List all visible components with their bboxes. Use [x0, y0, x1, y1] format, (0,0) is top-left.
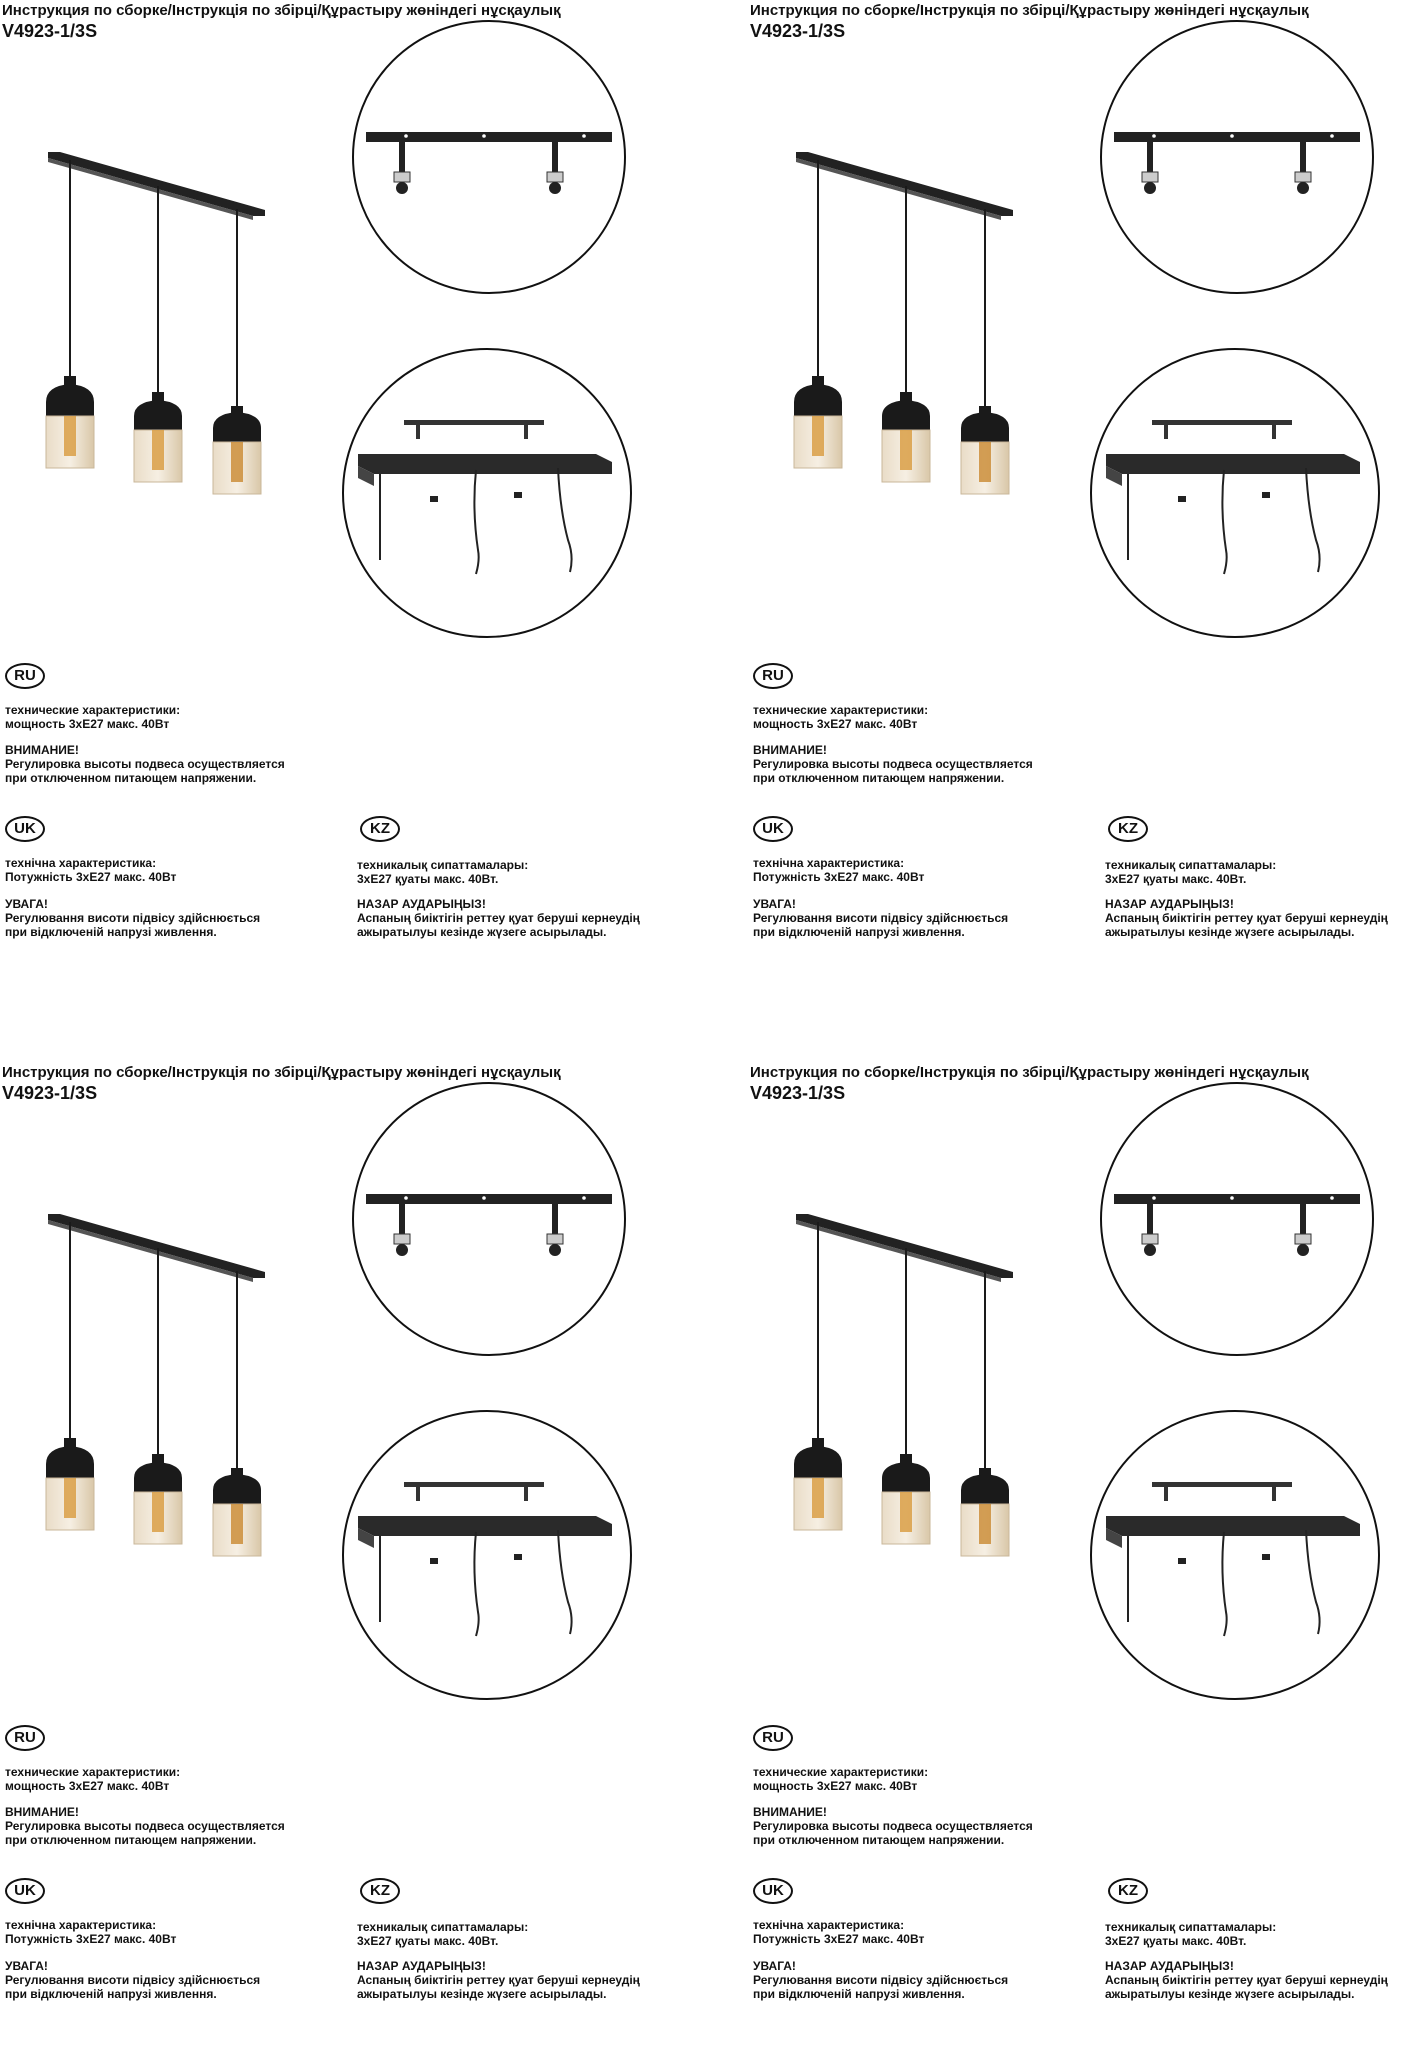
uk-spec-heading: технічна характеристика: — [753, 1918, 905, 1932]
model-number: V4923-1/3S — [750, 1083, 846, 1103]
language-badge-kz: KZ — [360, 816, 400, 842]
instruction-title: Инструкция по сборке/Інструкція по збірці/Құрастыру жөніндегі нұсқаулық — [750, 1064, 1309, 1081]
ru-warning-line-2: при отключенном питающем напряжении. — [5, 771, 257, 785]
uk-spec-heading: технічна характеристика: — [5, 856, 157, 870]
kz-warning — [1105, 897, 1388, 939]
kz-warning-heading: НАЗАР АУДАРЫҢЫЗ! — [357, 1959, 486, 1973]
ru-spec-value: мощность 3xE27 макс. 40Вт — [5, 1779, 170, 1793]
uk-warning — [5, 897, 260, 939]
instruction-sheet-top-right — [748, 0, 1406, 1000]
ru-warning — [5, 1805, 285, 1847]
ru-spec-value: мощность 3xE27 макс. 40Вт — [753, 1779, 918, 1793]
ru-specifications — [5, 703, 180, 731]
kz-specifications — [1105, 1920, 1276, 1948]
pendant-lamp-photo — [788, 1204, 1033, 1564]
kz-specifications — [357, 1920, 528, 1948]
ru-warning-heading: ВНИМАНИЕ! — [753, 743, 827, 757]
kz-warning-line-2: ажыратылуы кезінде жүзеге асырылады. — [1105, 925, 1355, 939]
ru-warning-line-2: при отключенном питающем напряжении. — [753, 1833, 1005, 1847]
pendant-lamp-photo — [788, 142, 1033, 502]
pendant-lamp-photo — [40, 142, 285, 502]
instruction-sheet-top-left — [0, 0, 703, 1000]
language-badge-kz: KZ — [360, 1878, 400, 1904]
language-badge-kz: KZ — [1108, 1878, 1148, 1904]
mounting-bracket-detail — [1100, 1082, 1374, 1356]
ru-specifications — [753, 1765, 928, 1793]
kz-spec-heading: техникалық сипаттамалары: — [1105, 1920, 1277, 1934]
uk-warning-line-2: при відключеній напрузі живлення. — [5, 1987, 217, 2001]
kz-spec-heading: техникалық сипаттамалары: — [357, 1920, 529, 1934]
kz-warning-line-1: Аспаның биіктігін реттеу қуат беруші кернеудің — [357, 911, 640, 925]
model-number: V4923-1/3S — [2, 1083, 98, 1103]
ru-warning-line-1: Регулировка высоты подвеса осуществляется — [753, 1819, 1033, 1833]
kz-warning-line-2: ажыратылуы кезінде жүзеге асырылады. — [357, 925, 607, 939]
uk-warning — [753, 897, 1008, 939]
kz-warning-heading: НАЗАР АУДАРЫҢЫЗ! — [1105, 1959, 1234, 1973]
kz-specifications — [357, 858, 528, 886]
model-number: V4923-1/3S — [2, 21, 98, 41]
uk-spec-value: Потужність 3хЕ27 макс. 40Вт — [753, 1932, 925, 1946]
uk-specifications — [5, 1918, 176, 1946]
kz-warning-line-1: Аспаның биіктігін реттеу қуат беруші кернеудің — [1105, 1973, 1388, 1987]
pendant-lamp-photo — [40, 1204, 285, 1564]
instruction-title: Инструкция по сборке/Інструкція по збірці/Құрастыру жөніндегі нұсқаулық — [2, 1064, 561, 1081]
language-badge-ru: RU — [753, 663, 793, 689]
kz-spec-value: 3хЕ27 қуаты макс. 40Вт. — [357, 1934, 499, 1948]
instruction-sheet-bottom-right — [748, 1062, 1406, 2062]
ru-spec-heading: технические характеристики: — [753, 1765, 929, 1779]
canopy-assembly-detail — [342, 1410, 632, 1700]
uk-warning-line-1: Регулювання висоти підвісу здійснюється — [5, 911, 261, 925]
ru-warning-line-1: Регулировка высоты подвеса осуществляется — [753, 757, 1033, 771]
ru-spec-value: мощность 3xE27 макс. 40Вт — [5, 717, 170, 731]
kz-warning-line-1: Аспаның биіктігін реттеу қуат беруші кернеудің — [1105, 911, 1388, 925]
uk-spec-heading: технічна характеристика: — [5, 1918, 157, 1932]
ru-warning-heading: ВНИМАНИЕ! — [753, 1805, 827, 1819]
canopy-assembly-detail — [342, 348, 632, 638]
ru-warning — [5, 743, 285, 785]
kz-warning-heading: НАЗАР АУДАРЫҢЫЗ! — [1105, 897, 1234, 911]
mounting-bracket-detail — [352, 20, 626, 294]
kz-spec-value: 3хЕ27 қуаты макс. 40Вт. — [1105, 872, 1247, 886]
language-badge-uk: UK — [753, 1878, 793, 1904]
ru-warning — [753, 743, 1033, 785]
uk-warning-line-1: Регулювання висоти підвісу здійснюється — [5, 1973, 261, 1987]
language-badge-ru: RU — [5, 663, 45, 689]
uk-warning-heading: УВАГА! — [753, 897, 796, 911]
uk-warning-line-2: при відключеній напрузі живлення. — [753, 925, 965, 939]
kz-warning-line-2: ажыратылуы кезінде жүзеге асырылады. — [357, 1987, 607, 2001]
model-number: V4923-1/3S — [750, 21, 846, 41]
kz-specifications — [1105, 858, 1276, 886]
ru-spec-heading: технические характеристики: — [5, 703, 181, 717]
uk-specifications — [5, 856, 176, 884]
uk-warning-heading: УВАГА! — [753, 1959, 796, 1973]
kz-warning-line-1: Аспаның биіктігін реттеу қуат беруші кернеудің — [357, 1973, 640, 1987]
language-badge-ru: RU — [753, 1725, 793, 1751]
ru-warning-heading: ВНИМАНИЕ! — [5, 743, 79, 757]
uk-warning — [5, 1959, 260, 2001]
ru-specifications — [5, 1765, 180, 1793]
canopy-assembly-detail — [1090, 348, 1380, 638]
ru-warning-line-2: при отключенном питающем напряжении. — [5, 1833, 257, 1847]
mounting-bracket-detail — [1100, 20, 1374, 294]
uk-spec-value: Потужність 3хЕ27 макс. 40Вт — [5, 870, 177, 884]
kz-warning-heading: НАЗАР АУДАРЫҢЫЗ! — [357, 897, 486, 911]
language-badge-ru: RU — [5, 1725, 45, 1751]
kz-warning — [357, 897, 640, 939]
kz-spec-heading: техникалық сипаттамалары: — [357, 858, 529, 872]
kz-spec-heading: техникалық сипаттамалары: — [1105, 858, 1277, 872]
kz-warning-line-2: ажыратылуы кезінде жүзеге асырылады. — [1105, 1987, 1355, 2001]
kz-warning — [1105, 1959, 1388, 2001]
uk-specifications — [753, 1918, 924, 1946]
uk-spec-value: Потужність 3хЕ27 макс. 40Вт — [753, 870, 925, 884]
ru-spec-value: мощность 3xE27 макс. 40Вт — [753, 717, 918, 731]
canopy-assembly-detail — [1090, 1410, 1380, 1700]
uk-spec-heading: технічна характеристика: — [753, 856, 905, 870]
uk-warning-line-2: при відключеній напрузі живлення. — [5, 925, 217, 939]
uk-warning-heading: УВАГА! — [5, 1959, 48, 1973]
kz-spec-value: 3хЕ27 қуаты макс. 40Вт. — [1105, 1934, 1247, 1948]
ru-warning-line-1: Регулировка высоты подвеса осуществляется — [5, 757, 285, 771]
language-badge-uk: UK — [753, 816, 793, 842]
instruction-title: Инструкция по сборке/Інструкція по збірці/Құрастыру жөніндегі нұсқаулық — [2, 2, 561, 19]
kz-spec-value: 3хЕ27 қуаты макс. 40Вт. — [357, 872, 499, 886]
instruction-title: Инструкция по сборке/Інструкція по збірці/Құрастыру жөніндегі нұсқаулық — [750, 2, 1309, 19]
ru-warning-heading: ВНИМАНИЕ! — [5, 1805, 79, 1819]
language-badge-uk: UK — [5, 816, 45, 842]
instruction-sheet-bottom-left — [0, 1062, 703, 2062]
mounting-bracket-detail — [352, 1082, 626, 1356]
ru-warning — [753, 1805, 1033, 1847]
uk-warning-line-1: Регулювання висоти підвісу здійснюється — [753, 1973, 1009, 1987]
ru-spec-heading: технические характеристики: — [753, 703, 929, 717]
ru-specifications — [753, 703, 928, 731]
uk-warning-heading: УВАГА! — [5, 897, 48, 911]
uk-warning — [753, 1959, 1008, 2001]
language-badge-uk: UK — [5, 1878, 45, 1904]
ru-spec-heading: технические характеристики: — [5, 1765, 181, 1779]
uk-spec-value: Потужність 3хЕ27 макс. 40Вт — [5, 1932, 177, 1946]
uk-warning-line-1: Регулювання висоти підвісу здійснюється — [753, 911, 1009, 925]
language-badge-kz: KZ — [1108, 816, 1148, 842]
ru-warning-line-2: при отключенном питающем напряжении. — [753, 771, 1005, 785]
kz-warning — [357, 1959, 640, 2001]
uk-warning-line-2: при відключеній напрузі живлення. — [753, 1987, 965, 2001]
uk-specifications — [753, 856, 924, 884]
ru-warning-line-1: Регулировка высоты подвеса осуществляется — [5, 1819, 285, 1833]
